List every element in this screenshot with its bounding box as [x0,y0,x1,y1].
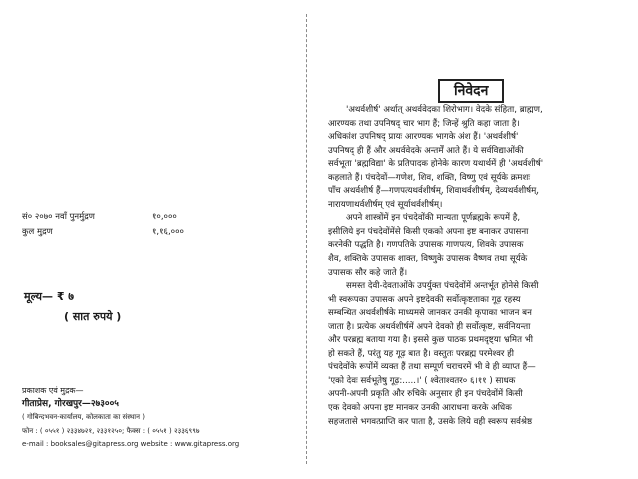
imprint-value: १,१६,००० [152,227,184,237]
text-line: सहजतासे भगवत्प्राप्ति कर पाता है, उसके लिये वही स्वरूप सर्वश्रेष्ठ [328,416,533,427]
text-line: उपनिषद् ही हैं और अथर्ववेदके अन्तर्में आते हैं। ये सर्वविद्याओंकी [328,145,524,156]
publisher-web: e-mail : booksales@gitapress.org website : www.gitapress.org [22,440,240,448]
left-page [0,0,300,479]
text-line: नारायणाथर्वशीर्षम् एवं सूर्याथर्वशीर्षम्। [328,199,443,210]
text-line: सम्बन्धित अथर्वशीर्षके माध्यमसे जानकर उनकी कृपाका भाजन बन [328,308,532,319]
price-label: मूल्य— ₹ ७ [24,290,75,303]
text-line: एक देवको अपना इष्ट मानकर उनकी आराधना करके अधिक [328,403,512,414]
text-line: इसीलिये इन पंचदेवोंमेंसे किसी एकको अपना इष्ट बनाकर उपासना [328,226,529,237]
text-line: समस्त देवी-देवताओंके उपर्युक्त पंचदेवोंमें अन्तर्भूत होनेसे किसी [346,281,539,292]
price-block [24,287,121,327]
text-line: सर्वभूता 'ब्रह्मविद्या' के प्रतिपादक होनेके कारण यथार्थमें ही 'अथर्वशीर्ष' [328,159,544,170]
text-line: आरण्यक तथा उपनिषद् चार भाग हैं; जिन्हें श्रुति कहा जाता है। [328,118,520,129]
text-line: जाता है। प्रत्येक अथर्वशीर्षमें अपने देवको ही सर्वोत्कृष्ट, सर्वनियन्ता [328,321,531,332]
imprint-details [22,210,184,240]
page-gutter-divider [306,14,307,464]
text-line: शैव, शक्तिके उपासक शाक्त, विष्णुके उपासक वैष्णव तथा सूर्यके [328,254,528,265]
publisher-heading: प्रकाशक एवं मुद्रक— [22,386,84,395]
text-line: 'एको देवः सर्वभूतेषु गूढ़:.....।' ( श्वेताश्वतर० ६।११ ) साधक [328,375,516,386]
text-line: उपासक सौर कहे जाते हैं। [328,267,408,278]
publisher-phone: फोन : ( ०५५१ ) २३३४७२१, २३३१२५०; फैक्स : ( ०५५१ ) २३३६९९७ [22,426,200,435]
text-line: अधिकांश उपनिषद् प्रायः आरण्यक भागके अंश हैं। 'अथर्वशीर्ष' [328,132,519,143]
text-line: करनेकी पद्धति है। गणपतिके उपासक गाणपत्य, शिवके उपासक [328,240,524,251]
imprint-key: सं० २०७० नवाँ पुनर्मुद्रण [22,212,95,222]
imprint-value: १०,००० [152,212,177,222]
page-title: निवेदन [438,79,504,103]
price-in-words: ( सात रुपये ) [64,310,122,323]
text-line: अपनी-अपनी प्रकृति और रुचिके अनुसार ही इन पंचदेवोंमें किसी [328,389,523,400]
text-line: पाँच अथर्वशीर्ष हैं—गणपत्यथर्वशीर्षम्, शिवाथर्वशीर्षम्, देव्यथर्वशीर्षम्, [328,186,540,197]
imprint-row-total [22,225,184,240]
text-line: कहलाते हैं। पंचदेवों—गणेश, शिव, शक्ति, विष्णु एवं सूर्यके क्रमशः [328,172,531,183]
text-line: 'अथर्वशीर्ष' अर्थात् अथर्ववेदका शिरोभाग। वेदके संहिता, ब्राह्मण, [346,105,543,115]
text-line: भी स्वरूपका उपासक अपने इष्टदेवकी सर्वोत्कृष्टताका गूढ़ रहस्य [328,294,521,305]
text-line: अपने शास्त्रोंमें इन पंचदेवोंकी मान्यता पूर्णब्रह्मके रूपमें है, [346,213,521,224]
publisher-block [22,384,239,452]
right-page [318,0,638,479]
text-line: हो सकते हैं, परंतु यह गूढ़ बात है। वस्तुतः परब्रह्म परमेश्वर ही [328,348,514,359]
foreword-text [328,104,620,429]
imprint-key: कुल मुद्रण [22,227,53,237]
publisher-org: ( गोबिन्दभवन-कार्यालय, कोलकाता का संस्थान ) [22,413,145,421]
text-line: और परब्रह्म बताया गया है। इससे कुछ पाठक प्रथमदृष्ट्या भ्रमित भी [328,335,533,346]
publisher-name: गीताप्रेस, गोरखपुर—२७३००५ [22,398,119,409]
text-line: पंचदेवोंके रूपोंमें व्यक्त हैं तथा सम्पूर्ण चराचरमें भी वे ही व्याप्त हैं— [328,362,536,373]
imprint-row-reprint [22,210,184,225]
